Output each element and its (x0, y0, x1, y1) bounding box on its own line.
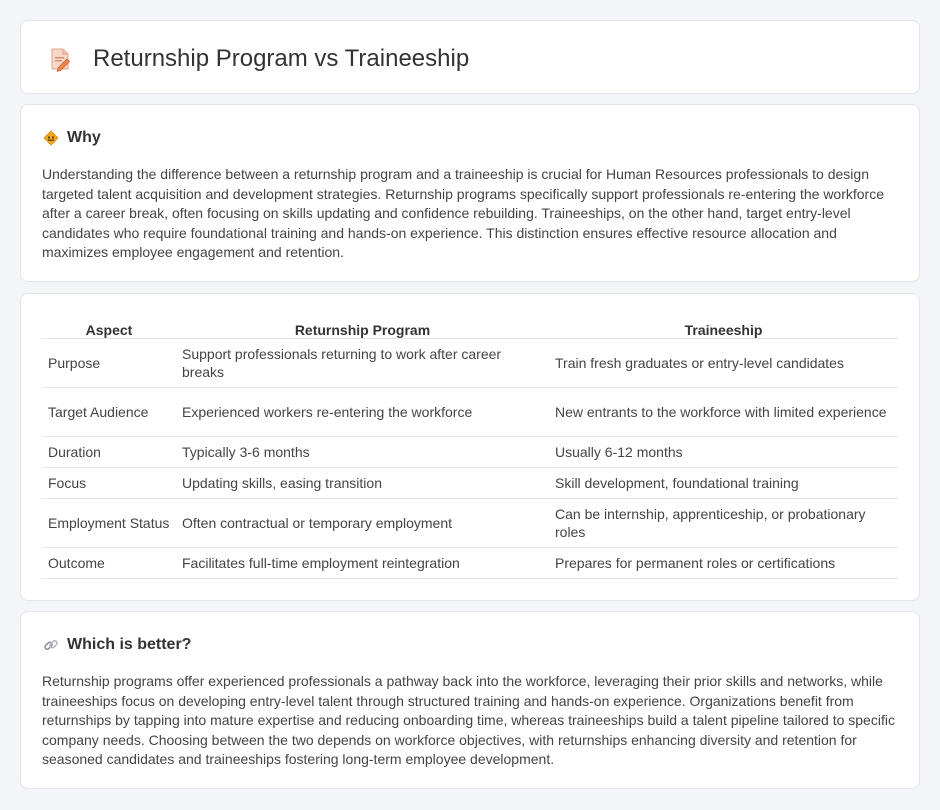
table-cell: Usually 6-12 months (549, 436, 898, 467)
table-row (42, 467, 898, 498)
table-cell: New entrants to the workforce with limited experience (549, 387, 898, 436)
table-cell: Prepares for permanent roles or certifications (549, 547, 898, 578)
column-header-returnship: Returnship Program (176, 316, 549, 338)
table-row (42, 338, 898, 387)
table-row (42, 387, 898, 436)
comparison-section (20, 293, 920, 601)
table-header-row (42, 316, 898, 338)
table-row (42, 547, 898, 578)
why-text: Understanding the difference between a returnship program and a traineeship is crucial for Human Resources professionals to design targeted talent acquisition and development strategies. Returnship programs specifically support professionals re-entering the workforce after a career break, often focusing on skills updating and confidence rebuilding. Traineeships, on the other hand, target entry-level candidates who require foundational training and hands-on experience. This distinction ensures effective resource allocation and maximizes employee engagement and retention. (42, 166, 885, 261)
table-cell: Train fresh graduates or entry-level candidates (549, 338, 898, 387)
diamond-sign-icon (43, 130, 59, 146)
table-cell: Can be internship, apprenticeship, or probationary roles (549, 498, 898, 547)
better-heading-row (43, 636, 191, 654)
table-row (42, 436, 898, 467)
table-cell: Often contractual or temporary employment (176, 498, 549, 547)
table-cell: Typically 3-6 months (176, 436, 549, 467)
table-cell: Focus (42, 467, 176, 498)
table-cell: Duration (42, 436, 176, 467)
table-row (42, 498, 898, 547)
table-cell: Updating skills, easing transition (176, 467, 549, 498)
column-header-aspect: Aspect (42, 316, 176, 338)
table-cell: Experienced workers re-entering the workforce (176, 387, 549, 436)
why-section (20, 104, 920, 282)
document-pencil-icon (47, 46, 73, 72)
table-cell: Employment Status (42, 498, 176, 547)
page-title: Returnship Program vs Traineeship (93, 45, 470, 72)
better-heading: Which is better? (67, 636, 192, 653)
table-cell: Support professionals returning to work after career breaks (176, 338, 549, 387)
table-cell: Facilitates full-time employment reintegration (176, 547, 549, 578)
why-heading-row (43, 129, 101, 147)
link-icon (43, 637, 59, 653)
table-cell: Purpose (42, 338, 176, 387)
comparison-table (42, 316, 898, 579)
why-heading: Why (67, 129, 101, 146)
table-cell: Target Audience (42, 387, 176, 436)
better-text: Returnship programs offer experienced professionals a pathway back into the workforce, leveraging their prior skills and networks, while traineeships focus on developing entry-level talent through structured training and hands-on experience. Organizations benefit from returnships by tapping into mature expertise and reducing onboarding time, whereas traineeships build a talent pipeline tailored to specific company needs. Choosing between the two depends on workforce objectives, with returnships enhancing diversity and retention for seasoned candidates and traineeships fostering long-term employee development. (42, 673, 895, 768)
page-header (47, 45, 469, 73)
table-cell: Outcome (42, 547, 176, 578)
table-cell: Skill development, foundational training (549, 467, 898, 498)
header-card (20, 20, 920, 94)
column-header-traineeship: Traineeship (549, 316, 898, 338)
which-is-better-section (20, 611, 920, 789)
